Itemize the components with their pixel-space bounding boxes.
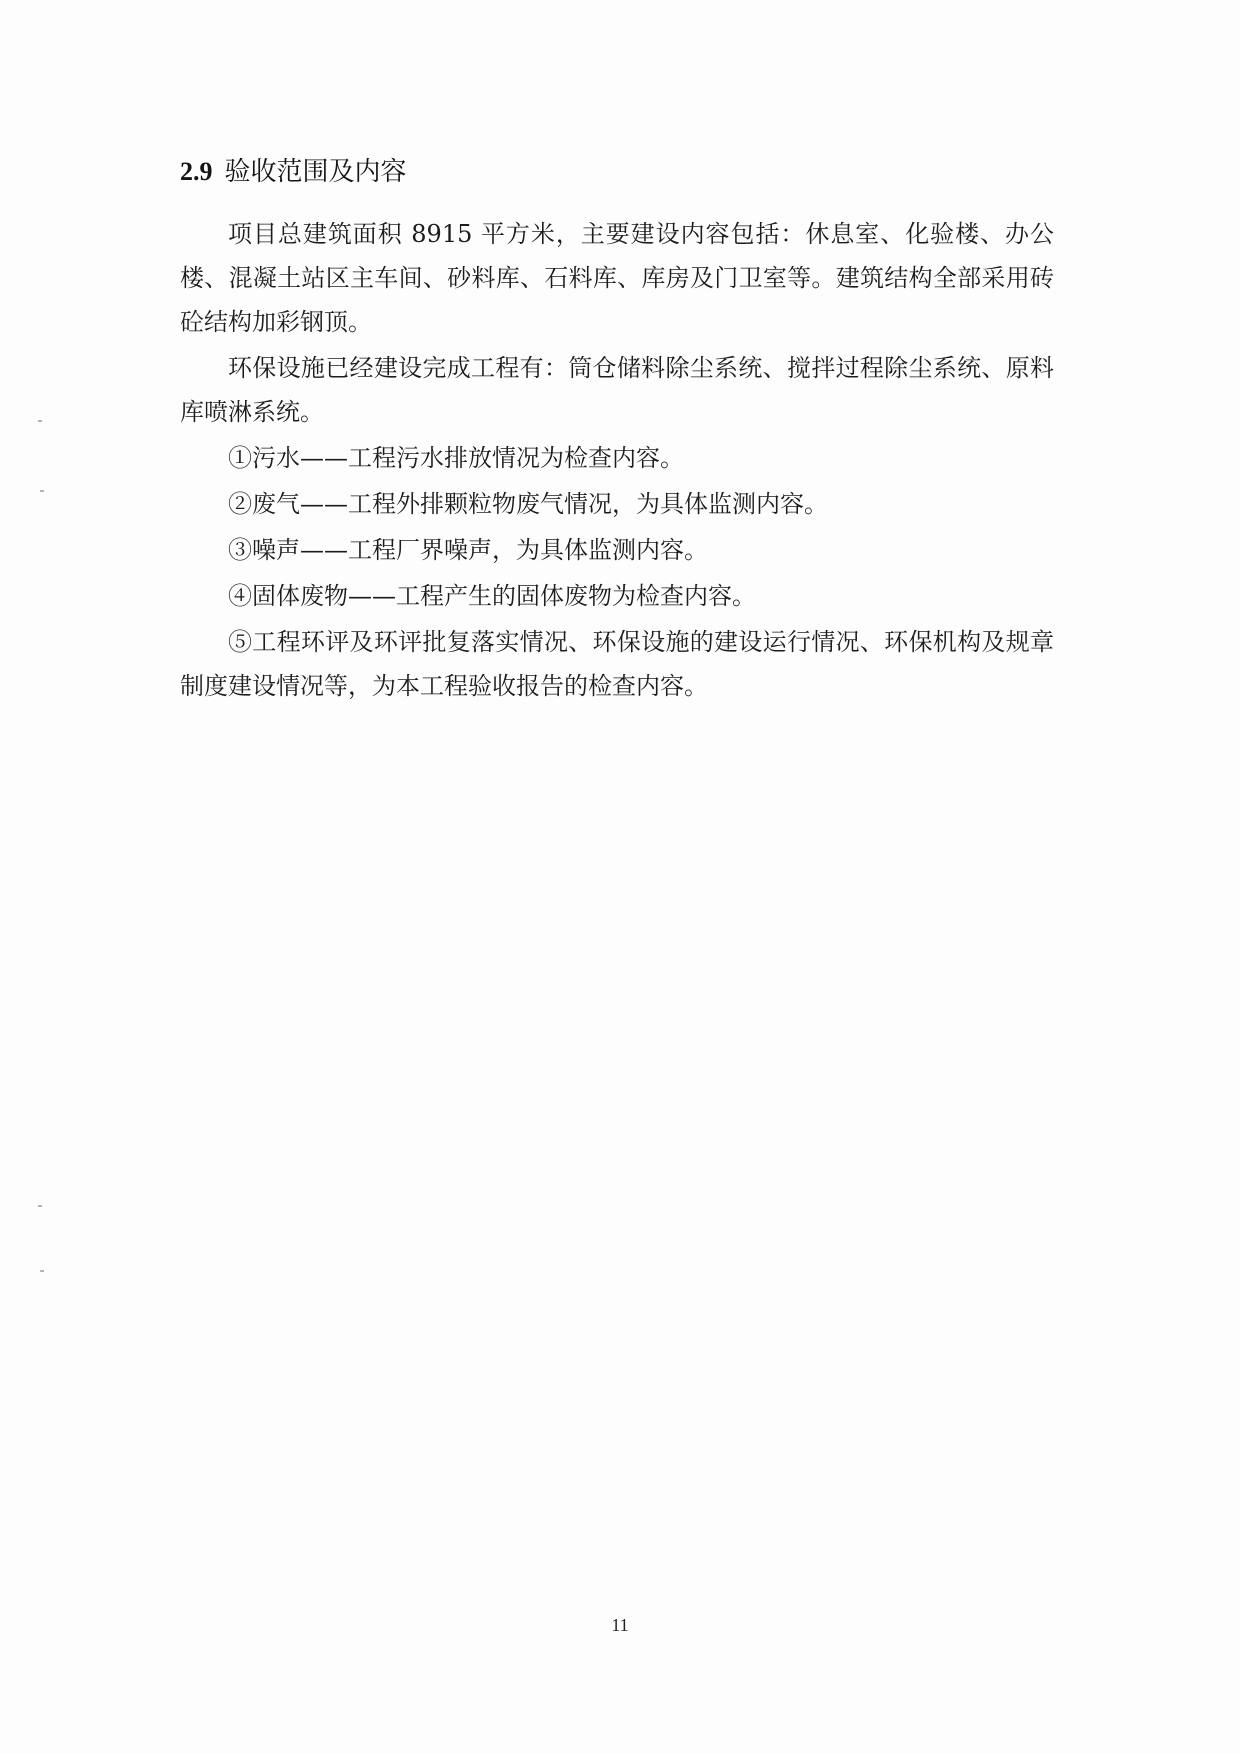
scan-artifact [38, 1205, 42, 1207]
paragraph-solid-waste: ④固体废物——工程产生的固体废物为检查内容。 [228, 582, 756, 610]
section-title: 验收范围及内容 [224, 157, 407, 187]
page-number: 11 [611, 1615, 629, 1635]
paragraph-wastewater: ①污水——工程污水排放情况为检查内容。 [228, 444, 684, 472]
scan-artifact [40, 490, 44, 492]
paragraph-waste-gas: ②废气——工程外排颗粒物废气情况，为具体监测内容。 [228, 490, 828, 518]
scan-artifact [40, 1270, 44, 1272]
paragraph-building-area: 项目总建筑面积 8915 平方米，主要建设内容包括：休息室、化验楼、办公楼、混凝土站区主车间、砂料库、石料库、库房及门卫室等。建筑结构全部采用砖砼结构加彩钢顶。 [180, 220, 1054, 336]
paragraph-environmental-facilities: 环保设施已经建设完成工程有：筒仓储料除尘系统、搅拌过程除尘系统、原料库喷淋系统。 [180, 354, 1054, 426]
section-number: 2.9 [180, 157, 213, 186]
paragraph-eia-implementation: ⑤工程环评及环评批复落实情况、环保设施的建设运行情况、环保机构及规章制度建设情况等，为本工程验收报告的检查内容。 [180, 628, 1054, 700]
section-heading [180, 150, 407, 194]
scan-artifact [38, 420, 42, 422]
body-text [180, 212, 1054, 710]
paragraph-noise: ③噪声——工程厂界噪声，为具体监测内容。 [228, 536, 708, 564]
